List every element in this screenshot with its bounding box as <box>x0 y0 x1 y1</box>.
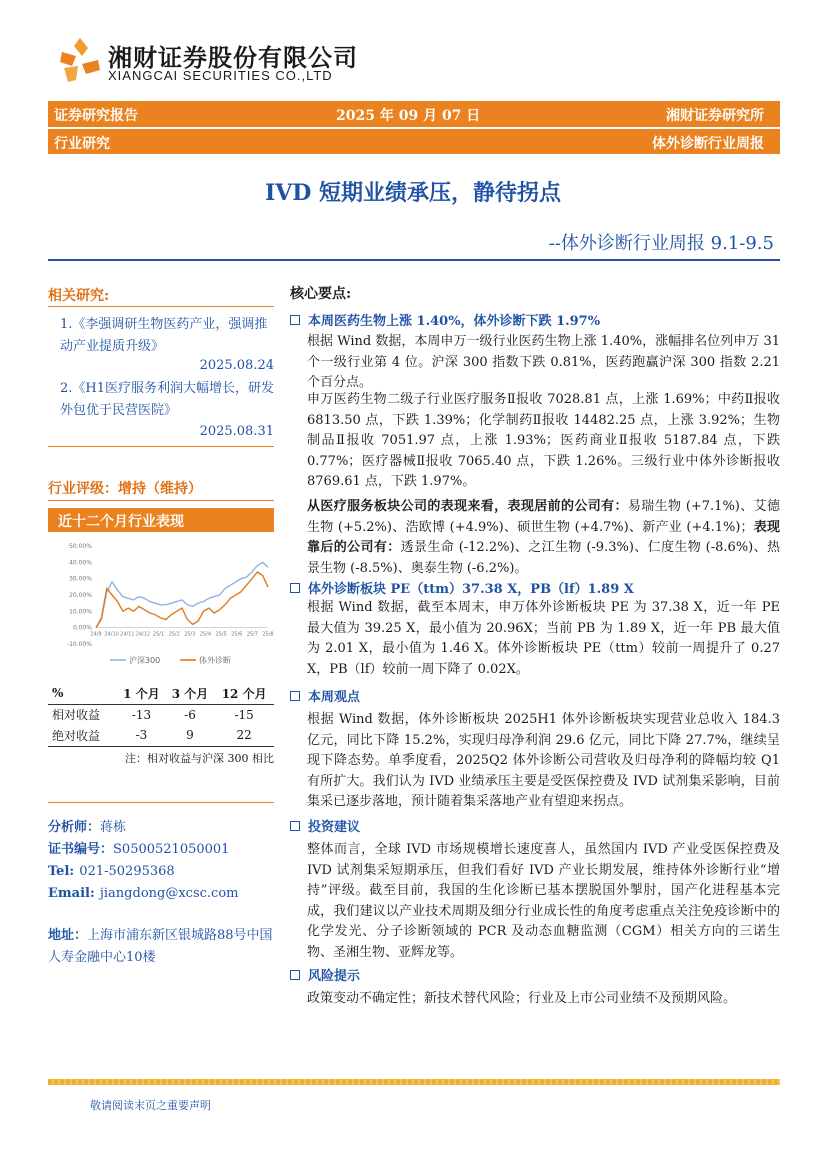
address-row <box>48 924 274 968</box>
table-cell: -15 <box>234 707 254 722</box>
best-label: 从医疗服务板块公司的表现来看，表现居前的公司有： <box>307 499 628 514</box>
section-paragraph: 整体而言，全球 IVD 市场规模增长速度喜人，虽然国内 IVD 产业受医保控费及 IVD 试剂集采短期承压，但我们看好 IVD 产业长期发展，维持体外诊断行业“增持”评级。截至目前，我国的生化诊断已基本摆脱国外掣肘，国产化进程基本完成，我们建议以产业技术周期及细分行业成长性的角度考虑重点关注免疫诊断中的化学发光、分子诊断领域的 PCR 及动态血糖监测（CGM）相关方向的三诺生物、圣湘生物、亚辉龙等。 <box>307 842 780 960</box>
y-tick-label: 30.00% <box>69 575 92 583</box>
company-logo-icon <box>58 36 102 86</box>
table-header-cell: % <box>48 683 117 704</box>
cert-label: 证书编号： <box>48 842 114 857</box>
performance-heading: 近十二个月行业表现 <box>48 508 274 532</box>
table-header-row <box>48 683 274 704</box>
legend-label: 体外诊断 <box>199 656 231 665</box>
section-paragraph: 申万医药生物二级子行业医疗服务Ⅱ报收 7028.81 点，上涨 1.69%；中药Ⅱ报收 6813.50 点，下跌 1.39%；化学制药Ⅱ报收 14482.25 点，上涨 3.92%；生物制品Ⅱ报收 7051.97 点，上涨 1.93%；医药商业Ⅱ报收 5187.84 点，下跌 0.77%；医疗器械Ⅱ报收 7065.40 点，下跌 1.26%。三级行业中体外诊断报收 8769.61 点，下跌 1.97%。 <box>307 392 780 490</box>
tel-row <box>48 860 274 879</box>
checkbox-bullet-icon <box>290 691 300 701</box>
row-label: 绝对收益 <box>48 725 117 746</box>
checkbox-bullet-icon <box>290 315 300 325</box>
best-text: 易瑞生物 (+7.1%)、艾德生物 (+5.2%)、浩欧博 (+4.9%)、硕世生物 (+4.7%)、新产业 (+4.1%)； <box>307 499 780 535</box>
company-name-en: XIANGCAI SECURITIES CO.,LTD <box>108 68 333 83</box>
page-subtitle: --体外诊断行业周报 9.1-9.5 <box>548 233 774 254</box>
core-heading: 核心要点: <box>290 286 352 302</box>
company-performance-paragraph <box>307 497 780 579</box>
title-divider <box>48 259 780 261</box>
analyst-name: 蒋栋 <box>100 820 127 835</box>
x-tick-label: 24/12 <box>135 631 151 638</box>
y-tick-label: 10.00% <box>69 608 92 616</box>
industry-rating: 行业评级：增持（维持） <box>48 481 202 497</box>
checkbox-bullet-icon <box>290 583 300 593</box>
rating-divider <box>48 500 274 501</box>
section-paragraph: 根据 Wind 数据，截至本周末，申万体外诊断板块 PE 为 37.38 X，近一年 PE 最大值为 39.25 X，最小值为 20.96X；当前 PB 为 1.89 X，近一年 PB 最大值为 2.01 X，最小值为 1.46 X。体外诊断板块 PE（ttm）较前一周提升了 0.27 X，PB（lf）较前一周下降了 0.02X。 <box>307 600 780 677</box>
x-tick-label: 24/11 <box>120 631 135 638</box>
series-line <box>96 562 268 627</box>
footer-disclaimer[interactable]: 敬请阅读末页之重要声明 <box>90 1099 211 1112</box>
table-cell: -3 <box>117 725 166 746</box>
y-tick-label: 40.00% <box>69 559 92 567</box>
section-heading: 风险提示 <box>290 965 360 984</box>
email-link[interactable]: jiangdong@xcsc.com <box>99 886 239 901</box>
x-tick-label: 25/6 <box>231 631 243 638</box>
table-cell: 22 <box>214 725 274 746</box>
institute: 湘财证券研究所 <box>666 108 764 124</box>
analyst-row <box>48 816 274 835</box>
analyst-label: 分析师： <box>48 820 101 835</box>
section-heading: 体外诊断板块 PE（ttm）37.38 X，PB（lf）1.89 X <box>290 578 634 597</box>
row-label: 相对收益 <box>52 708 101 723</box>
x-tick-label: 25/2 <box>168 631 180 638</box>
section-heading: 本周医药生物上涨 1.40%，体外诊断下跌 1.97% <box>290 310 600 329</box>
email-label: Email: <box>48 886 95 901</box>
footer-divider <box>48 1079 780 1085</box>
table-cell: -13 <box>131 707 152 722</box>
worst-label: 表现靠后的公司有： <box>307 519 780 556</box>
related-item-text: 2.《H1医疗服务利润大幅增长，研发外包优于民营医院》 <box>60 381 275 418</box>
tel-number: 021-50295368 <box>79 864 175 879</box>
x-tick-label: 24/10 <box>104 631 119 638</box>
email-row <box>48 882 274 901</box>
performance-table <box>48 683 274 747</box>
y-tick-label: 20.00% <box>69 592 92 599</box>
address-label: 地址： <box>48 928 88 943</box>
x-tick-label: 25/3 <box>184 631 196 638</box>
section-heading: 本周观点 <box>290 686 360 705</box>
checkbox-bullet-icon <box>290 970 300 980</box>
table-header-cell: 3 个月 <box>166 683 215 704</box>
related-item-2[interactable] <box>48 378 274 422</box>
table-header-cell: 1 个月 <box>117 683 166 704</box>
table-note: 注：相对收益与沪深 300 相比 <box>125 752 274 765</box>
related-item-date: 2025.08.31 <box>199 424 274 439</box>
x-tick-label: 25/8 <box>262 631 274 638</box>
tel-label: Tel: <box>48 864 75 879</box>
company-name-cn: 湘财证券股份有限公司 <box>108 44 358 72</box>
address-text: 上海市浦东新区银城路88号中国人寿金融中心10楼 <box>48 928 273 965</box>
related-item-text: 1.《李强调研生物医药产业，强调推动产业提质升级》 <box>60 317 268 354</box>
performance-chart <box>48 536 274 674</box>
x-tick-label: 25/1 <box>152 631 165 638</box>
header-bar-top <box>48 101 780 127</box>
worst-text: 透景生命 (-12.2%)、之江生物 (-9.3%)、仁度生物 (-8.6%)、热景生物 (-8.5%)、奥泰生物 (-6.2%)。 <box>307 540 780 576</box>
section-paragraph: 根据 Wind 数据，体外诊断板块 2025H1 体外诊断板块实现营业总收入 184.3 亿元，同比下降 15.2%，实现归母净利润 29.6 亿元，同比下降 27.7%，继续呈现下降态势。单季度看，2025Q2 体外诊断公司营收及归母净利的降幅均较 Q1 有所扩大。我们认为 IVD 业绩承压主要是受医保控费及 IVD 试剂集采影响，目前集采已逐步落地，预计随着集采落地产业有望迎来拐点。 <box>307 712 780 810</box>
related-item-date: 2025.08.24 <box>199 358 274 373</box>
table-row <box>48 725 274 746</box>
table-cell: 9 <box>166 725 215 746</box>
section-heading: 投资建议 <box>290 816 360 835</box>
table-header-cell: 12 个月 <box>214 683 274 704</box>
header-bar-bottom <box>48 129 780 154</box>
related-bottom-divider <box>48 446 274 447</box>
cert-row <box>48 838 274 857</box>
y-tick-label: 50.00% <box>69 543 92 550</box>
related-heading: 相关研究: <box>48 288 110 304</box>
table-row <box>48 704 274 725</box>
x-tick-label: 25/4 <box>199 631 212 638</box>
checkbox-bullet-icon <box>290 821 300 831</box>
related-item-1[interactable] <box>48 314 274 358</box>
y-tick-label: -10.00% <box>66 641 92 648</box>
analyst-divider <box>48 802 274 803</box>
x-tick-label: 25/7 <box>246 631 258 638</box>
section-paragraph: 政策变动不确定性；新技术替代风险；行业及上市公司业绩不及预期风险。 <box>307 991 737 1006</box>
report-type: 证券研究报告 <box>54 108 138 124</box>
report-series: 体外诊断行业周报 <box>652 136 764 152</box>
related-divider <box>48 306 274 307</box>
section-paragraph: 根据 Wind 数据，本周申万一级行业医药生物上涨 1.40%，涨幅排名位列申万 31 个一级行业第 4 位。沪深 300 指数下跌 0.81%，医药跑赢沪深 300 指数 2.21 个百分点。 <box>307 334 780 391</box>
cert-number: S0500521050001 <box>113 842 230 857</box>
report-category: 行业研究 <box>54 136 110 152</box>
report-date: 2025 年 09 月 07 日 <box>336 108 481 124</box>
legend-label: 沪深300 <box>129 656 161 665</box>
x-tick-label: 24/9 <box>90 631 102 638</box>
table-cell: -6 <box>184 707 196 722</box>
x-tick-label: 25/5 <box>215 631 227 638</box>
y-tick-label: 0.00% <box>72 624 92 632</box>
page-title: IVD 短期业绩承压，静待拐点 <box>264 180 562 206</box>
